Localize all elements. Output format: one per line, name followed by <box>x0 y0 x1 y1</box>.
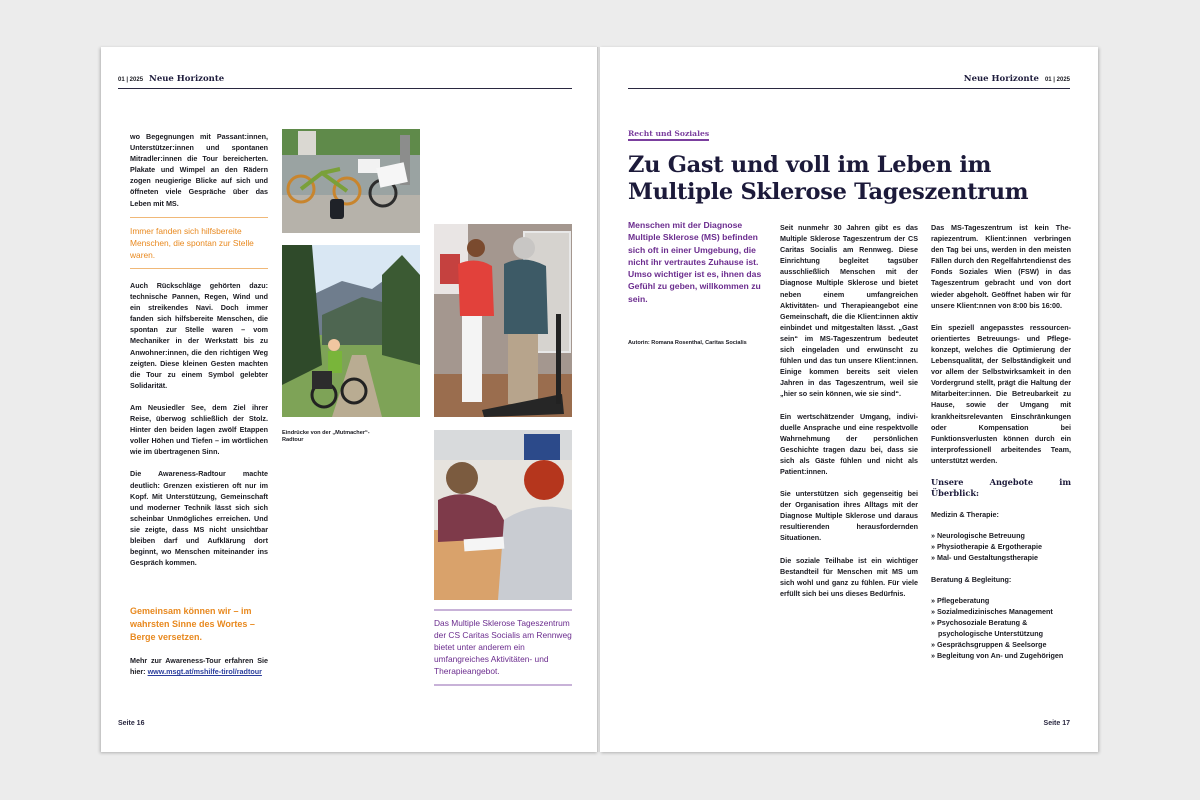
list-item: » Physiotherapie & Ergotherapie <box>931 542 1043 552</box>
offer-list-counseling <box>931 595 1071 662</box>
table-illustration <box>434 430 572 600</box>
list-item: » Begleitung von An- und Zugehörigen <box>931 651 1064 661</box>
article-column-1 <box>130 131 268 209</box>
list-item: » Mal- und Gestaltungstherapie <box>931 553 1039 563</box>
paragraph: Am Neusiedler See, dem Ziel ihrer Reise, überwog schließlich der Stolz. Hinter den beiden lagen zwölf Etappen voller Höhen und Tiefen – im wörtlichen wie im übertragenen Sinn. <box>130 402 268 457</box>
mountain-illustration <box>282 245 420 417</box>
paragraph: Das MS-Tageszentrum ist kein Therapiezentrum. Klient:innen verbringen den Tag bei uns, werden in den meisten Fällen durch den Regelfahrtendienst des Fonds Soziales Wien (FSW) in das Tageszentrum gebracht und von dort wieder abgeholt. Geöffnet haben wir für unsere Klient:nnen von 8:00 bis 16:00. <box>931 223 1071 310</box>
magazine-title: Neue Horizonte <box>149 74 225 84</box>
issue-number: 01 | 2025 <box>118 77 144 83</box>
list-item: » Pflegeberatung <box>931 595 990 605</box>
paragraph: Seit nunmehr 30 Jahren gibt es das Multiple Sklerose Tageszentrum der CS Caritas Socialis am Rennweg. Diese Einrichtung begleitet tagsüber ausschließlich Menschen mit der Diagnose Multiple Sklerose und bietet neben einem umfangreichen Aktivitäten- und Therapieangebot eine Gemeinschaft, die die Klient:innen aktiv einbindet und mitgestalten lässt. „Gast sein“ im MS-Tageszentrum bedeutet sich eingeladen und erwünscht zu fühlen und das tun unsere Klient:innen. Einige kommen bereits seit vielen Jahren in das Tageszentrum, weil sie „hier so sein können, wie sie sind“. <box>780 223 918 399</box>
article-headline: Zu Gast und voll im Leben im Multiple Sklerose Tageszentrum <box>628 152 1029 205</box>
offer-list-medicine <box>931 530 1071 563</box>
offers-heading: Unsere Angebote im Überblick: <box>931 476 1071 499</box>
paragraph: wo Begegnungen mit Passant:innen, Unterstützer:innen und spontanen Mitradler:innen die Tour bereicherten. Plakate und Wimpel an den Rädern zogen neugierige Blicke auf sich und öffneten viele Gespräche über das Leben mit MS. <box>130 132 268 208</box>
list-item: » Psychosoziale Beratung & psychologische Unterstützung <box>931 617 1044 638</box>
page-number: Seite 16 <box>118 720 145 727</box>
paragraph: Ein speziell angepasstes ressourcenorientiertes Betreuungs- und Pflegekonzept, welches die Optimierung der Lebensqualität, der Selbständigkeit und vor allem der Selbstwirksamkeit in den Vordergrund stellt, prägt die Haltung der Mitarbeiter:innen. Die Betreubarkeit zu Hause, sowie der Umgang mit krankheitsrelevanten Einschränkungen oder Kompensation bei Funktionsverlusten können durch ein interprofessionell arbeitendes Team, unterstützt werden. <box>931 322 1071 465</box>
treadmill-illustration <box>434 224 572 417</box>
left-page <box>101 47 598 752</box>
right-page <box>600 47 1098 752</box>
issue-number: 01 | 2025 <box>1044 77 1070 83</box>
pull-quote-orange-2: Gemeinsam können wir – im wahrsten Sinne des Wortes – Berge versetzen. <box>130 606 255 642</box>
paragraph: Die Awareness-Radtour machte deutlich: Grenzen existieren oft nur im Kopf. Mit Unterstützung, Gemeinschaft und moderner Technik lässt sich sich scheinbar Unmögliches erreichen. Und sie zeigte, dass MS nicht unsichtbar bleiben darf und Aufklärung dort beginnt, wo Menschen miteinander ins Gespräch kommen. <box>130 469 268 568</box>
photo-bikes <box>282 129 420 233</box>
author-line: Autorin: Romana Rosenthal, Caritas Socialis <box>628 340 747 346</box>
list-item: » Neurologische Betreuung <box>931 531 1025 541</box>
article-column-3 <box>931 222 1071 671</box>
offer-group-title: Beratung & Begleitung: <box>931 574 1012 584</box>
right-page-header <box>964 74 1070 84</box>
pull-quote-orange: Immer fanden sich hilfsbereite Menschen, die spontan zur Stelle waren. <box>130 217 268 269</box>
offer-group-title: Medizin & Therapie: <box>931 510 999 520</box>
emphasis: Grenzen existieren oft nur im Kopf. <box>130 480 268 501</box>
photo-caption: Eindrücke von der „Mutmacher“-Radtour <box>282 430 370 443</box>
photo-mountain <box>282 245 420 417</box>
photo-treadmill <box>434 224 572 417</box>
list-item: » Sozialmedizinisches Management <box>931 606 1053 616</box>
photo-table <box>434 430 572 600</box>
more-info: Mehr zur Awareness-Tour erfahren Sie hier: www.msgt.at/mshilfe-tirol/radtour <box>130 656 268 677</box>
pull-quote-purple: Das Multiple Sklerose Tageszentrum der CS Caritas Socialis am Rennweg bietet unter anderem ein umfangreiches Aktivitäten- und Therapieangebot. <box>434 609 572 686</box>
header-rule <box>118 88 572 89</box>
bikes-illustration <box>282 129 420 233</box>
left-page-header <box>118 74 224 84</box>
paragraph: Sie unterstützen sich gegenseitig bei der Organisation ihres Alltags mit der Diagnose Multiple Sklerose und daraus resultierenden herausfordernden Situationen. <box>780 489 918 543</box>
header-rule <box>628 88 1070 89</box>
radtour-link[interactable]: www.msgt.at/mshilfe-tirol/radtour <box>147 667 262 677</box>
article-lead: Menschen mit der Diagnose Multiple Sklerose (MS) befinden sich oft in einer Umgebung, die nicht ihr vertrautes Zuhause ist. Umso wichtiger ist es, ihnen das Gefühl zu geben, willkommen zu sein. <box>628 220 762 304</box>
magazine-title: Neue Horizonte <box>963 74 1039 84</box>
paragraph: Auch Rückschläge gehörten dazu: technische Pannen, Regen, Wind und ein streikendes Navi. Doch immer fanden sich hilfsbereite Menschen, die spontan zur Stelle waren – vom Mechaniker in der Werkstatt bis zu Anwohner:innen, die den richtigen Weg zeigten. Diese kleinen Gesten machten die Tour zu einem Symbol gelebter Solidarität. <box>130 281 268 390</box>
paragraph: Die soziale Teilhabe ist ein wichtiger Bestandteil für Menschen mit MS um sich wohl und ganz zu fühlen. Für viele erfüllt sich bei uns dieses Bedürfnis. <box>780 555 918 598</box>
article-column-2 <box>780 222 918 599</box>
article-column-1-cont <box>130 280 268 568</box>
page-number: Seite 17 <box>1043 720 1070 727</box>
paragraph: Ein wertschätzender Umgang, individuelle Ansprache und eine respektvolle Wahrnehmung der persönlichen Geschichte tragen dazu bei, dass sie sich als Gäste fühlen und nicht als Patient:innen. <box>780 411 918 476</box>
list-item: » Gesprächsgruppen & Seelsorge <box>931 640 1047 649</box>
category-label: Recht und Soziales <box>628 129 709 141</box>
